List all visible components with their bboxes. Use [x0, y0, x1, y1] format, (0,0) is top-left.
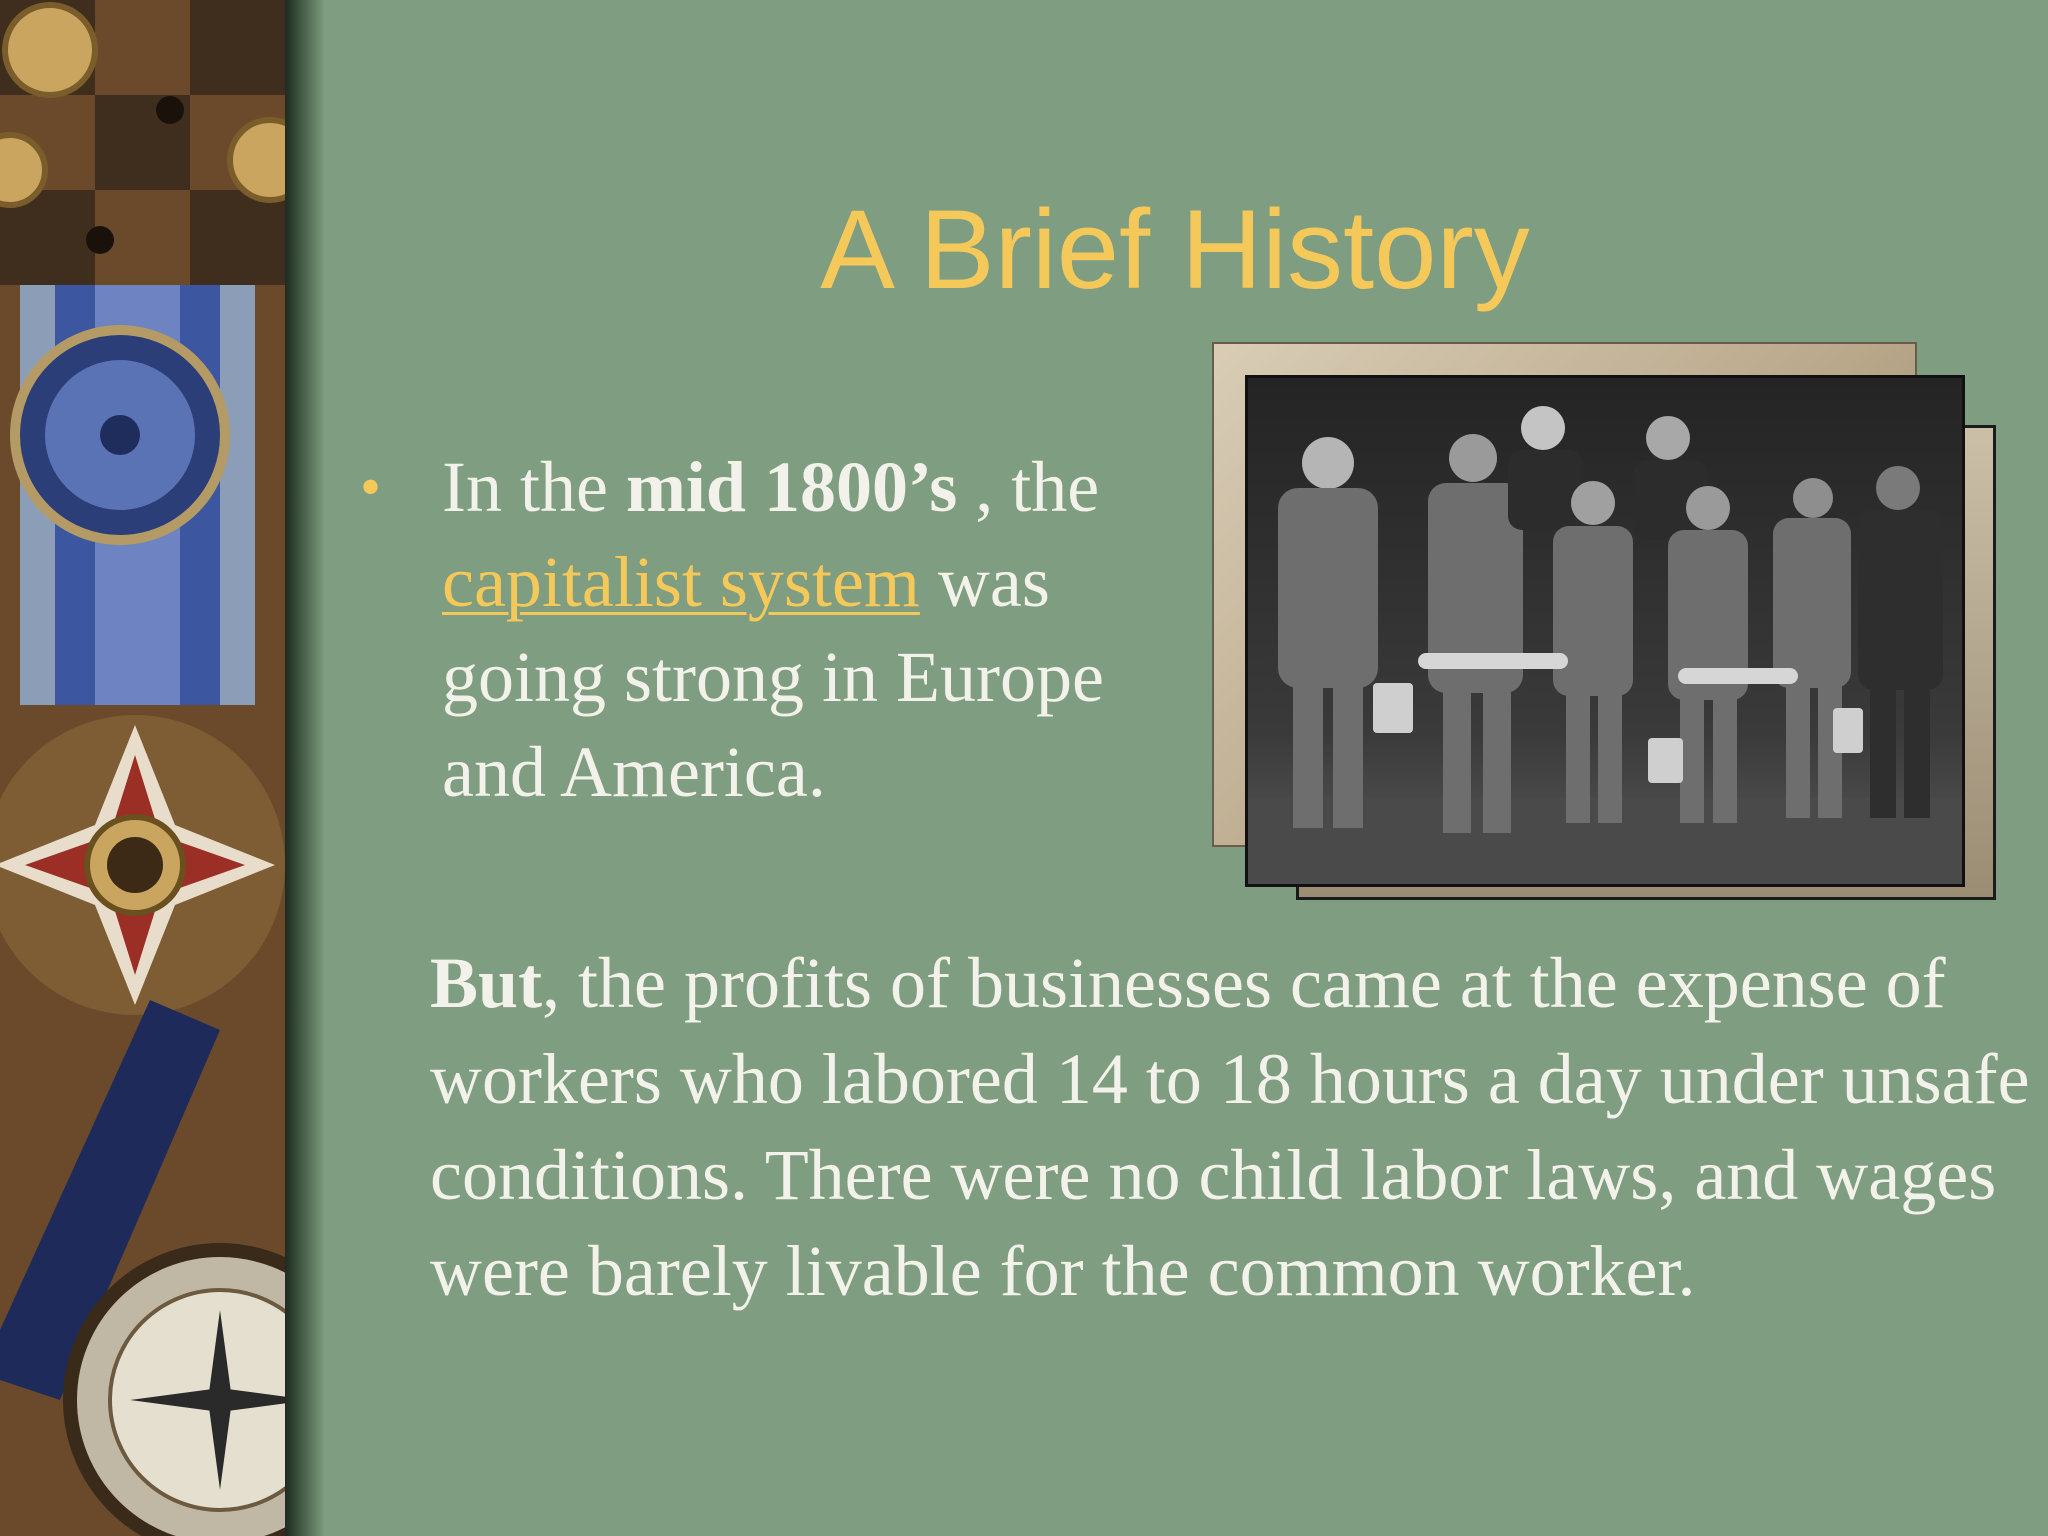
bullet-text-part-1: In the	[442, 447, 626, 527]
decorative-medal-collage	[0, 0, 285, 1536]
side-shadow-divider	[285, 0, 325, 1536]
paragraph-text: , the profits of businesses came at the expense of workers who labored 14 to 18 hours a day under unsafe conditions. There were no child labor laws, and wages were barely livable for the common worker.	[430, 943, 2030, 1311]
bullet-text-part-2: , the	[957, 447, 1100, 527]
body-paragraph	[430, 935, 2030, 1319]
bullet-point	[360, 440, 1190, 820]
bullet-dot-icon: •	[360, 454, 382, 520]
slide-title: A Brief History	[820, 187, 1530, 312]
paragraph-bold-lead: But	[430, 943, 543, 1023]
bullet-bold-date: mid 1800’s	[625, 447, 958, 527]
bullet-text	[442, 440, 1190, 820]
capitalist-system-link[interactable]: capitalist system	[442, 542, 920, 622]
child-workers-photo	[1245, 375, 1965, 887]
bullet-text-part-3: was going strong in Europe and America.	[442, 542, 1104, 812]
